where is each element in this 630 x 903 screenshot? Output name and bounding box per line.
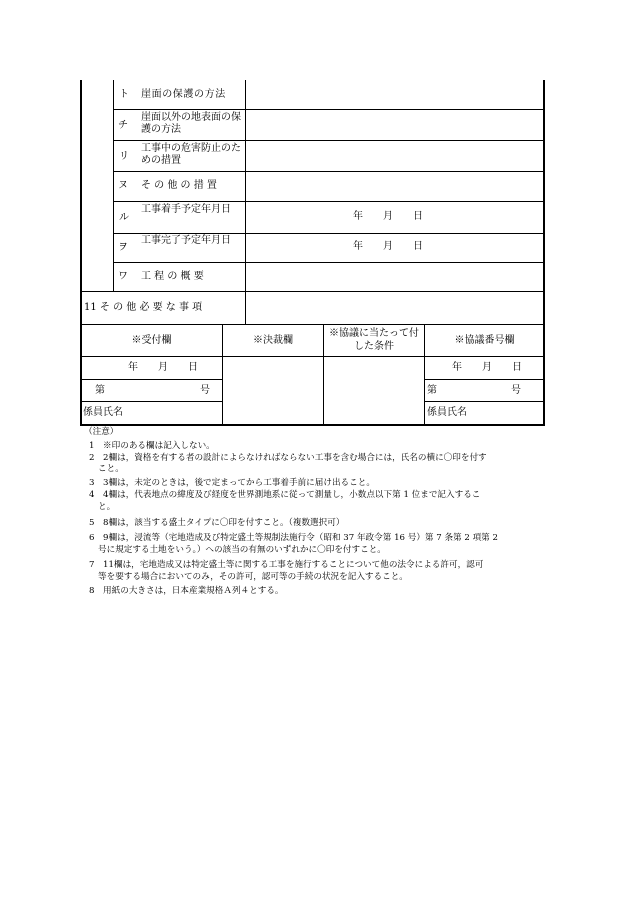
consult-staff: 係員氏名 [427, 407, 467, 418]
row-label-nu: そ の 他 の 措 置 [141, 180, 217, 191]
receipt-date: 年 月 日 [128, 362, 198, 373]
row-line [113, 262, 544, 263]
row-mark-to: ト [119, 89, 129, 100]
note-item: こと。 [98, 464, 124, 474]
consult-no-header: ※協議番号欄 [454, 335, 515, 346]
note-item: 5 8欄は，該当する盛土タイプに〇印を付すこと。（複数選択可） [89, 518, 345, 528]
row-label-wa: 工 程 の 概 要 [141, 271, 204, 282]
notes-heading: （注意） [84, 427, 119, 437]
row-mark-ru: ル [119, 212, 129, 223]
table-border-right [543, 80, 545, 426]
consult-number-prefix: 第 [427, 385, 437, 396]
note-item: と。 [98, 502, 116, 512]
row-line [81, 356, 544, 357]
table-border-bottom [80, 424, 545, 426]
consult-date: 年 月 日 [452, 362, 522, 373]
note-item: 4 4欄は，代表地点の緯度及び経度を世界測地系に従って測量し，小数点以下第 1 位まで記入するこ [89, 490, 481, 500]
row-label-chi: 崖面以外の地表面の保護の方法 [141, 112, 241, 135]
start-date-value: 年 月 日 [353, 211, 423, 222]
row-line [81, 324, 544, 325]
row-mark-chi: チ [118, 120, 128, 131]
note-item: 等を要する場合においてのみ，その許可，認可等の手続の状況を記入すること。 [98, 572, 408, 582]
receipt-staff: 係員氏名 [83, 407, 123, 418]
row-line [113, 201, 544, 202]
note-item: 3 3欄は，未定のときは，後で定まってから工事着手前に届け出ること。 [89, 478, 375, 488]
note-item: 2 2欄は，資格を有する者の設計によらなければならない工事を含む場合には，氏名の横に〇印を付す [89, 453, 487, 463]
footer-subline [424, 379, 544, 380]
footer-subline [81, 401, 222, 402]
row-line [81, 291, 544, 292]
note-item: 8 用紙の大きさは，日本産業規格Ａ列４とする。 [89, 586, 284, 596]
row-label-11: 11 そ の 他 必 要 な 事 項 [84, 302, 203, 313]
table-border-left [80, 80, 82, 426]
receipt-number-suffix: 号 [200, 385, 210, 396]
footer-divider [323, 324, 324, 425]
row-label-to: 崖面の保護の方法 [141, 89, 226, 100]
row-mark-wo: ヲ [118, 242, 128, 253]
footer-subline [424, 401, 544, 402]
row-label-ru: 工事着手予定年月日 [141, 204, 231, 215]
note-item: 号に規定する土地をいう。）への該当の有無のいずれかに〇印を付すこと。 [98, 545, 386, 555]
row-label-wo: 工事完了予定年月日 [141, 235, 231, 246]
note-item: 7 11欄は，宅地造成又は特定盛土等に関する工事を施行することについて他の法令による許可，認可 [89, 560, 484, 570]
conditions-header: ※協議に当たって付した条件 [329, 328, 419, 352]
receipt-header: ※受付欄 [131, 335, 172, 346]
consult-number-suffix: 号 [511, 385, 521, 396]
table-divider-marks [113, 80, 114, 291]
table-divider-labels [245, 80, 246, 324]
row-mark-wa: ワ [118, 271, 128, 282]
note-item: 6 9欄は，浸流等（宅地造成及び特定盛土等規制法施行令（昭和 37 年政令第 16 号）第 7 条第 2 項第 2 [89, 533, 498, 543]
row-mark-nu: ヌ [118, 180, 128, 191]
note-item: 1 ※印のある欄は記入しない。 [89, 441, 215, 451]
receipt-number-prefix: 第 [95, 385, 105, 396]
footer-subline [81, 379, 222, 380]
row-line [113, 109, 544, 110]
end-date-value: 年 月 日 [353, 241, 423, 252]
row-mark-ri: リ [119, 151, 129, 162]
row-line [113, 140, 544, 141]
decision-header: ※決裁欄 [253, 335, 293, 346]
row-line [113, 171, 544, 172]
row-label-ri: 工事中の危害防止のための措置 [141, 143, 241, 166]
row-line [113, 233, 544, 234]
